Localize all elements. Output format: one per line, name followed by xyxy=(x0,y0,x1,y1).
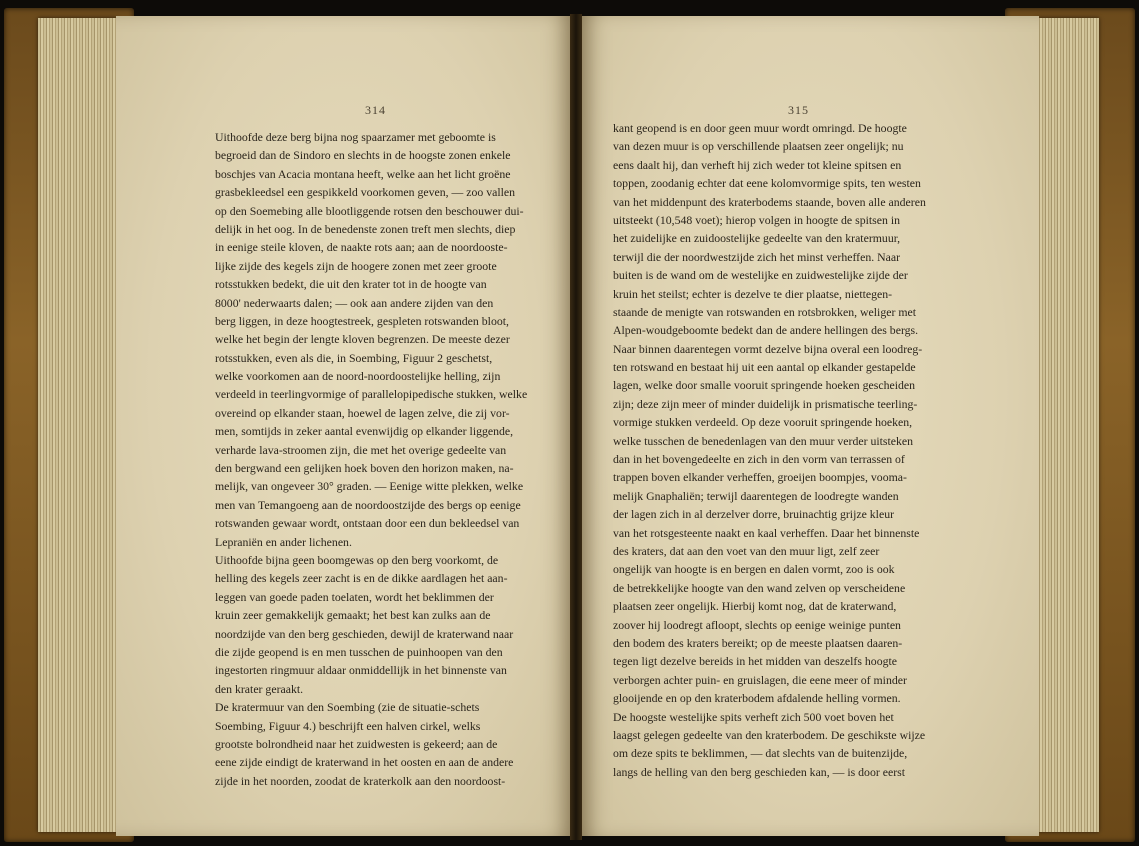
text-line: zijn; deze zijn meer of minder duidelijk in prismatische teerling- xyxy=(613,396,918,411)
page-edges-right xyxy=(1037,18,1099,832)
text-line: grootste bolrondheid naar het zuidwesten is gekeerd; aan de xyxy=(215,736,498,751)
page-number-right: 315 xyxy=(788,103,809,117)
text-line: eene zijde eindigt de kraterwand in het oosten en aan de andere xyxy=(215,755,514,770)
text-line: kruin het steilst; echter is dezelve te dier plaatse, niettegen- xyxy=(613,286,893,301)
text-line: welke voorkomen aan de noord-noordoostelijke helling, zijn xyxy=(215,369,501,384)
text-line: delijk in het oog. In de benedenste zonen treft men slechts, diep xyxy=(215,221,516,236)
text-line: verharde lava-stroomen zijn, die met het overige gedeelte van xyxy=(215,442,507,457)
text-line: verborgen achter puin- en gruislagen, die eene meer of minder xyxy=(613,672,907,687)
text-line: van het rotsgesteente naakt en kaal verheffen. Daar het binnenste xyxy=(613,525,920,540)
text-line: berg liggen, in deze hoogtestreek, gespleten rotswanden bloot, xyxy=(215,313,509,328)
text-line: uitsteekt (10,548 voet); hierop volgen in hoogte de spitsen in xyxy=(613,212,901,227)
text-line: dan in het bovengedeelte en zich in den vorm van terrassen of xyxy=(613,452,905,467)
text-line: lagen, welke door smalle vooruit springende hoeken gescheiden xyxy=(613,378,916,393)
text-line: welke tusschen de benedenlagen van den muur verder uitsteken xyxy=(613,433,914,448)
text-line: boschjes van Acacia montana heeft, welke aan het licht groëne xyxy=(215,166,511,181)
text-line: zijde in het noorden, zoodat de kraterkolk aan den noordoost- xyxy=(215,773,506,788)
text-line: Alpen-woudgeboomte bedekt dan de andere hellingen des bergs. xyxy=(613,323,919,338)
text-line: Uithoofde bijna geen boomgewas op den berg voorkomt, de xyxy=(215,552,499,567)
text-line: buiten is de wand om de westelijke en zuidwestelijke zijde der xyxy=(613,268,908,283)
text-line: laagst gelegen gedeelte van den kraterbodem. De geschikste wijze xyxy=(613,727,926,742)
text-line: des kraters, dat aan den voet van den muur ligt, zelf zeer xyxy=(613,543,880,558)
text-line: van dezen muur is op verschillende plaatsen zeer ongelijk; nu xyxy=(613,139,904,154)
page-number-left: 314 xyxy=(365,103,386,117)
text-line: toppen, zoodanig echter dat eene kolomvormige spits, ten westen xyxy=(613,176,921,191)
text-line: den bergwand een gelijken hoek boven den horizon maken, na- xyxy=(215,461,514,476)
book-gutter xyxy=(570,14,582,840)
text-line: melijk Gnaphaliën; terwijl daarentegen de loodregte wanden xyxy=(613,488,899,503)
text-line: vormige stukken verdeeld. Op deze vooruit springende hoeken, xyxy=(613,415,913,430)
text-line: den krater geraakt. xyxy=(215,681,304,696)
page-edges-left xyxy=(38,18,118,832)
text-line: den bodem des kraters bereikt; op de meeste plaatsen daaren- xyxy=(613,635,903,650)
text-line: tegen ligt dezelve bereids in het midden van deszelfs hoogte xyxy=(613,654,898,669)
text-line: rotsstukken, even als die, in Soembing, Figuur 2 geschetst, xyxy=(215,350,493,365)
text-line: De kratermuur van den Soembing (zie de situatie-schets xyxy=(215,700,480,715)
text-line: staande de menigte van rotswanden en rotsbrokken, weliger met xyxy=(613,304,917,319)
text-line: in eenige steile kloven, de naakte rots aan; aan de noordooste- xyxy=(215,240,508,255)
text-line: langs de helling van den berg geschieden kan, — is door eerst xyxy=(613,764,906,779)
text-line: eens daalt hij, dan verheft hij zich weder tot kleine spitsen en xyxy=(613,157,902,172)
text-line: zoover hij loodregt afloopt, slechts op eenige weinige punten xyxy=(613,617,901,632)
text-line: ingestorten ringmuur aldaar onmiddellijk in het binnenste van xyxy=(215,663,507,678)
text-line: om deze spits te beklimmen, — dat slechts van de buitenzijde, xyxy=(613,746,908,761)
text-line: glooijende en op den kraterbodem afdalende helling vormen. xyxy=(613,691,901,706)
text-line: op den Soemebing alle blootliggende rotsen den beschouwer dui- xyxy=(215,203,524,218)
left-page-text xyxy=(215,128,545,790)
text-line: 8000' nederwaarts dalen; — ook aan andere zijden van den xyxy=(215,295,494,310)
text-line: die zijde geopend is en men tusschen de puinhoopen van den xyxy=(215,644,503,659)
text-line: de betrekkelijke hoogte van den wand zelven op verscheidene xyxy=(613,580,906,595)
text-line: grasbekleedsel een gespikkeld voorkomen geven, — zoo vallen xyxy=(215,185,516,200)
text-line: melijk, van ongeveer 30° graden. — Eenige witte plekken, welke xyxy=(215,479,524,494)
text-line: overeind op elkander staan, hoewel de lagen zelve, die zij vor- xyxy=(215,405,510,420)
text-line: verdeeld in teerlingvormige of parallelopipedische stukken, welke xyxy=(215,387,528,402)
text-line: ten rotswand en bestaat hij uit een aantal op elkander gestapelde xyxy=(613,360,916,375)
text-line: van het middenpunt des kraterbodems staande, boven alle anderen xyxy=(613,194,926,209)
text-line: der lagen zich in al derzelver dorre, bruinachtig grijze kleur xyxy=(613,507,895,522)
text-line: plaatsen zeer ongelijk. Hierbij komt nog, dat de kraterwand, xyxy=(613,599,897,614)
text-line: rotsstukken bedekt, die uit den krater tot in de hoogte van xyxy=(215,277,487,292)
text-line: ongelijk van hoogte is en bergen en dalen vormt, zoo is ook xyxy=(613,562,895,577)
text-line: rotswanden gewaar wordt, ontstaan door een dun bekleedsel van xyxy=(215,516,520,531)
right-page-text xyxy=(613,119,943,781)
text-line: noordzijde van den berg geschieden, dewijl de kraterwand naar xyxy=(215,626,514,641)
text-line: lijke zijde des kegels zijn de hoogere zonen met zeer groote xyxy=(215,258,497,273)
text-line: Lepraniën en ander lichenen. xyxy=(215,534,352,549)
text-line: begroeid dan de Sindoro en slechts in de hoogste zonen enkele xyxy=(215,148,511,163)
text-line: men, somtijds in zeker aantal evenwijdig op elkander liggende, xyxy=(215,424,514,439)
text-line: Naar binnen daarentegen vormt dezelve bijna overal een loodreg- xyxy=(613,341,923,356)
text-line: De hoogste westelijke spits verheft zich 500 voet boven het xyxy=(613,709,894,724)
text-line: men van Temangoeng aan de noordoostzijde des bergs op eenige xyxy=(215,497,521,512)
text-line: leggen van goede paden toelaten, wordt het beklimmen der xyxy=(215,589,494,604)
text-line: kruin zeer gemakkelijk gemaakt; het best kan zulks aan de xyxy=(215,608,491,623)
text-line: Soembing, Figuur 4.) beschrijft een halven cirkel, welks xyxy=(215,718,481,733)
text-line: welke het begin der lengte kloven begrenzen. De meeste dezer xyxy=(215,332,510,347)
text-line: kant geopend is en door geen muur wordt omringd. De hoogte xyxy=(613,121,907,135)
text-line: terwijl die der noordwestzijde zich het minst verheffen. Naar xyxy=(613,249,901,264)
text-line: Uithoofde deze berg bijna nog spaarzamer met geboomte is xyxy=(215,130,496,144)
text-line: helling des kegels zeer zacht is en de dikke aardlagen het aan- xyxy=(215,571,508,586)
text-line: trappen boven elkander verheffen, groeijen boompjes, vooma- xyxy=(613,470,907,485)
text-line: het zuidelijke en zuidoostelijke gedeelte van den kratermuur, xyxy=(613,231,901,246)
